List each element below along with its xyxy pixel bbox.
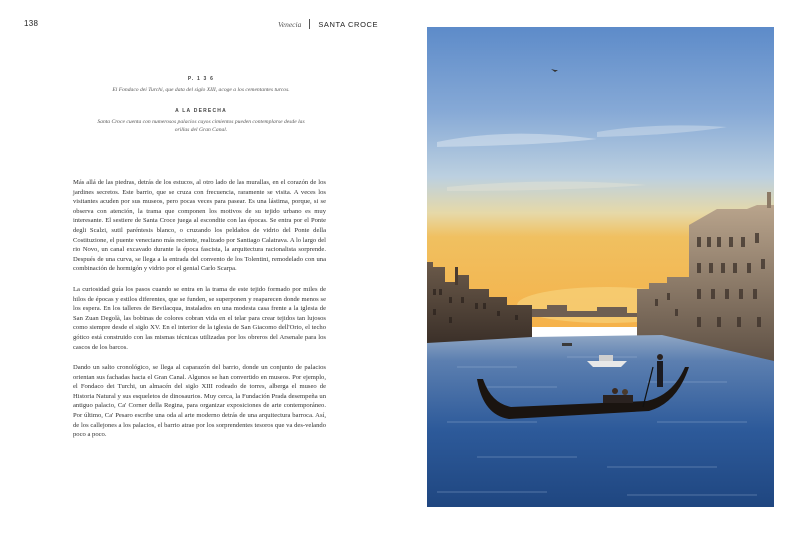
motor-boat bbox=[587, 361, 627, 367]
body-paragraph: Más allá de las piedras, detrás de los estucos, al otro lado de las murallas, en el corazón de los jardines secretos. Este barrio, que se cruza con frecuencia, raramente se visita. A veces los visitantes acuden por sus museos, pero pocas veces para pasear. Es una lástima, porque, si se observa con atención, la trama que componen los motivos de su tejido urbano es muy interesante. El sestiere de Santa Croce juega al escondite con las épocas. Se entra por el Ponte degli Scalzi, sutil paréntesis blanco, o cruzando los peldaños de vidrio del Ponte della Costituzione, el puente veneciano más reciente, realizado por Santiago Calatrava. A lo largo del rio Novo, un canal excavado durante la época fascista, la arquitectura racionalista sorprende. Después de una curva, se llega a la entrada del convento de los Tolentini, remodelado con una combinación de hormigón y vidrio por el genial Carlo Scarpa. bbox=[73, 179, 326, 273]
photo-captions bbox=[96, 76, 306, 148]
running-head-book-title: Venecia bbox=[278, 19, 302, 29]
caption-reference: P. 1 3 6 bbox=[187, 76, 215, 82]
caption-block bbox=[96, 108, 306, 134]
running-head-divider bbox=[309, 19, 310, 29]
running-head-section: SANTA CROCE bbox=[318, 19, 379, 29]
chimney bbox=[767, 192, 771, 208]
article-body bbox=[73, 178, 326, 440]
gondolier-head bbox=[657, 354, 663, 360]
passenger bbox=[612, 388, 618, 394]
gondola-seats bbox=[603, 395, 633, 403]
page-number: 138 bbox=[24, 19, 39, 28]
grand-canal-photo-illustration bbox=[427, 27, 774, 507]
motor-boat-cabin bbox=[599, 355, 613, 361]
gondolier bbox=[657, 361, 663, 387]
caption-text: El Fondaco dei Turchi, que data del siglo XIII, acoge a los cementantes turcos. bbox=[112, 87, 290, 93]
body-paragraph: Dando un salto cronológico, se llega al caparazón del barrio, donde un conjunto de palacios orientan sus fachadas hacia el Gran Canal. Algunos se han convertido en museos. Por ejemplo, el Fondaco dei Turchi, un almacén del siglo XIII rodeado de torres, alberga el museo de Historia Natural y sus esqueletos de dinosaurios. Muy cerca, la Fundación Prada desempeña un antiguo palacio, Ca' Corner della Regina, para organizar exposiciones de arte contemporáneo. Por último, Ca' Pesaro escribe una oda al arte moderno detrás de una arquitectura barroca. Así, de los callejones a los palacios, el barrio atrae por los sorprendentes tesoros que va des-velando poco a poco. bbox=[73, 364, 326, 439]
running-head bbox=[278, 18, 378, 30]
body-paragraph: La curiosidad guía los pasos cuando se entra en la trama de este tejido formado por miles de hilos de épocas y estilos diferentes, que se funden, se superponen y reaparecen donde menos se los espera. En los talleres de Bevilacqua, instalados en una modesta casa frente a la iglesia de San Zuan Degolà, las bobinas de colores cobran vida en el telar para crear tejidos tan lujosos como siempre desde el siglo XV. En el interior de la iglesia de San Giacomo dell'Orio, el techo gótico está construido con las mismas técnicas utilizadas por los obreros del Arsenale para los cascos de los barcos. bbox=[73, 285, 326, 351]
grand-canal-photo bbox=[427, 27, 774, 507]
caption-text: Santa Croce cuenta con numerosos palacios cuyos cimientos pueden contemplarse desde las orillas del Gran Canal. bbox=[97, 119, 305, 133]
caption-reference: A LA DERECHA bbox=[175, 108, 227, 114]
caption-block bbox=[96, 76, 306, 94]
distant-boat bbox=[562, 343, 572, 346]
passenger bbox=[622, 389, 628, 395]
bell-tower bbox=[455, 267, 458, 285]
